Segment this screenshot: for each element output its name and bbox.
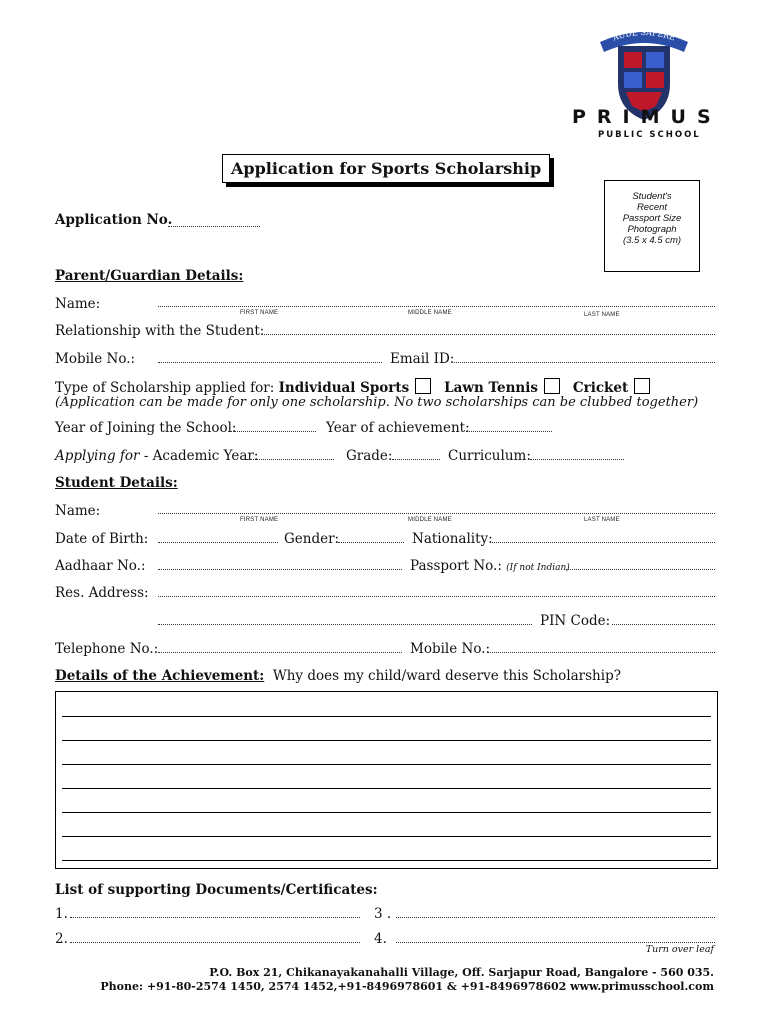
dob-field[interactable] xyxy=(158,542,278,543)
academic-row xyxy=(55,448,258,464)
achievement-heading: Details of the Achievement: xyxy=(55,668,265,684)
scholarship-note: (Application can be made for only one scholarship. No two scholarships can be clubbed together) xyxy=(55,395,699,410)
option-cricket: Cricket xyxy=(572,380,629,396)
writing-line xyxy=(62,860,711,861)
achievement-question: Why does my child/ward deserve this Scholarship? xyxy=(272,668,621,684)
first-name-caption: FIRST NAME xyxy=(240,310,279,316)
form-title: Application for Sports Scholarship xyxy=(222,154,550,183)
parent-name-label: Name: xyxy=(55,296,101,312)
writing-line xyxy=(62,740,711,741)
option-lawn-tennis: Lawn Tennis xyxy=(444,380,538,396)
aadhaar-field[interactable] xyxy=(158,569,402,570)
telephone-field[interactable] xyxy=(158,652,402,653)
scholarship-row xyxy=(55,378,650,396)
applying-for-label: Applying for xyxy=(55,448,140,464)
address-label: Res. Address: xyxy=(55,585,149,601)
photo-text-line: Student's xyxy=(632,191,672,202)
document-item-4-label: 4. xyxy=(374,931,387,947)
dob-label: Date of Birth: xyxy=(55,531,149,547)
document-item-1-label: 1. xyxy=(55,906,68,922)
middle-name-caption: MIDDLE NAME xyxy=(408,310,452,316)
achievement-row xyxy=(55,668,621,684)
grade-field[interactable] xyxy=(392,459,440,460)
document-item-2-field[interactable] xyxy=(70,942,360,943)
student-middle-name-caption: MIDDLE NAME xyxy=(408,517,452,523)
curriculum-label: Curriculum: xyxy=(448,448,531,464)
photo-text-line: Photograph xyxy=(627,224,677,235)
application-no-label: Application No. xyxy=(55,212,173,228)
grade-label: Grade: xyxy=(346,448,393,464)
photo-placeholder[interactable] xyxy=(604,180,700,272)
last-name-caption: LAST NAME xyxy=(584,312,620,318)
nationality-label: Nationality: xyxy=(412,531,493,547)
student-name-field[interactable] xyxy=(158,513,715,514)
document-item-2-label: 2. xyxy=(55,931,68,947)
email-label: Email ID: xyxy=(390,351,455,367)
footer-address: P.O. Box 21, Chikanayakanahalli Village, Off. Sarjapur Road, Bangalore - 560 035. xyxy=(209,966,714,979)
year-achievement-field[interactable] xyxy=(466,431,552,432)
document-item-3-label: 3 . xyxy=(374,906,392,922)
parent-name-field[interactable] xyxy=(158,306,715,307)
student-mobile-label: Mobile No.: xyxy=(410,641,491,657)
year-achievement-label: Year of achievement: xyxy=(326,420,470,436)
scholarship-type-label: Type of Scholarship applied for: xyxy=(55,380,275,396)
school-subtitle: PUBLIC SCHOOL xyxy=(598,130,701,140)
curriculum-field[interactable] xyxy=(530,459,624,460)
turn-over-note: Turn over leaf xyxy=(645,944,714,955)
school-name: PRIMUS xyxy=(572,106,722,128)
academic-year-label: - Academic Year: xyxy=(143,448,259,464)
option-individual-sports: Individual Sports xyxy=(278,380,410,396)
writing-line xyxy=(62,764,711,765)
passport-row xyxy=(410,558,570,574)
gender-field[interactable] xyxy=(338,542,404,543)
document-item-3-field[interactable] xyxy=(396,917,715,918)
achievement-text-area[interactable] xyxy=(55,691,718,869)
photo-text-line: (3.5 x 4.5 cm) xyxy=(622,235,682,246)
checkbox-individual-sports[interactable] xyxy=(415,378,431,394)
photo-text-line: Passport Size xyxy=(622,213,682,224)
writing-line xyxy=(62,812,711,813)
parent-section-heading: Parent/Guardian Details: xyxy=(55,268,244,284)
passport-label: Passport No.: xyxy=(410,558,502,574)
svg-text:AUDE SAPERE: AUDE SAPERE xyxy=(611,27,677,43)
student-last-name-caption: LAST NAME xyxy=(584,517,620,523)
nationality-field[interactable] xyxy=(490,542,715,543)
footer-phone: Phone: +91-80-2574 1450, 2574 1452,+91-8496978601 & +91-8496978602 www.primusschool.com xyxy=(100,980,714,993)
student-name-label: Name: xyxy=(55,503,101,519)
student-section-heading: Student Details: xyxy=(55,475,178,491)
pin-code-field[interactable] xyxy=(612,624,715,625)
year-joining-label: Year of Joining the School: xyxy=(55,420,237,436)
telephone-label: Telephone No.: xyxy=(55,641,159,657)
document-item-1-field[interactable] xyxy=(70,917,360,918)
relationship-label: Relationship with the Student: xyxy=(55,323,265,339)
student-mobile-field[interactable] xyxy=(488,652,715,653)
writing-line xyxy=(62,836,711,837)
pin-code-label: PIN Code: xyxy=(540,613,611,629)
relationship-field[interactable] xyxy=(262,334,715,335)
email-field[interactable] xyxy=(454,362,715,363)
motto-ribbon-text xyxy=(596,22,692,54)
address-field-line-2[interactable] xyxy=(158,624,532,625)
gender-label: Gender: xyxy=(284,531,340,547)
checkbox-lawn-tennis[interactable] xyxy=(544,378,560,394)
writing-line xyxy=(62,716,711,717)
parent-mobile-field[interactable] xyxy=(158,362,382,363)
application-no-field[interactable] xyxy=(168,226,260,227)
document-item-4-field[interactable] xyxy=(396,942,715,943)
year-joining-field[interactable] xyxy=(230,431,316,432)
aadhaar-label: Aadhaar No.: xyxy=(55,558,146,574)
address-field-line-1[interactable] xyxy=(158,596,715,597)
passport-field[interactable] xyxy=(566,569,715,570)
photo-text-line: Recent xyxy=(636,202,668,213)
checkbox-cricket[interactable] xyxy=(634,378,650,394)
writing-line xyxy=(62,788,711,789)
student-first-name-caption: FIRST NAME xyxy=(240,517,279,523)
documents-heading: List of supporting Documents/Certificates: xyxy=(55,882,378,898)
parent-mobile-label: Mobile No.: xyxy=(55,351,136,367)
passport-note: (If not Indian) xyxy=(506,563,570,573)
academic-year-field[interactable] xyxy=(246,459,334,460)
